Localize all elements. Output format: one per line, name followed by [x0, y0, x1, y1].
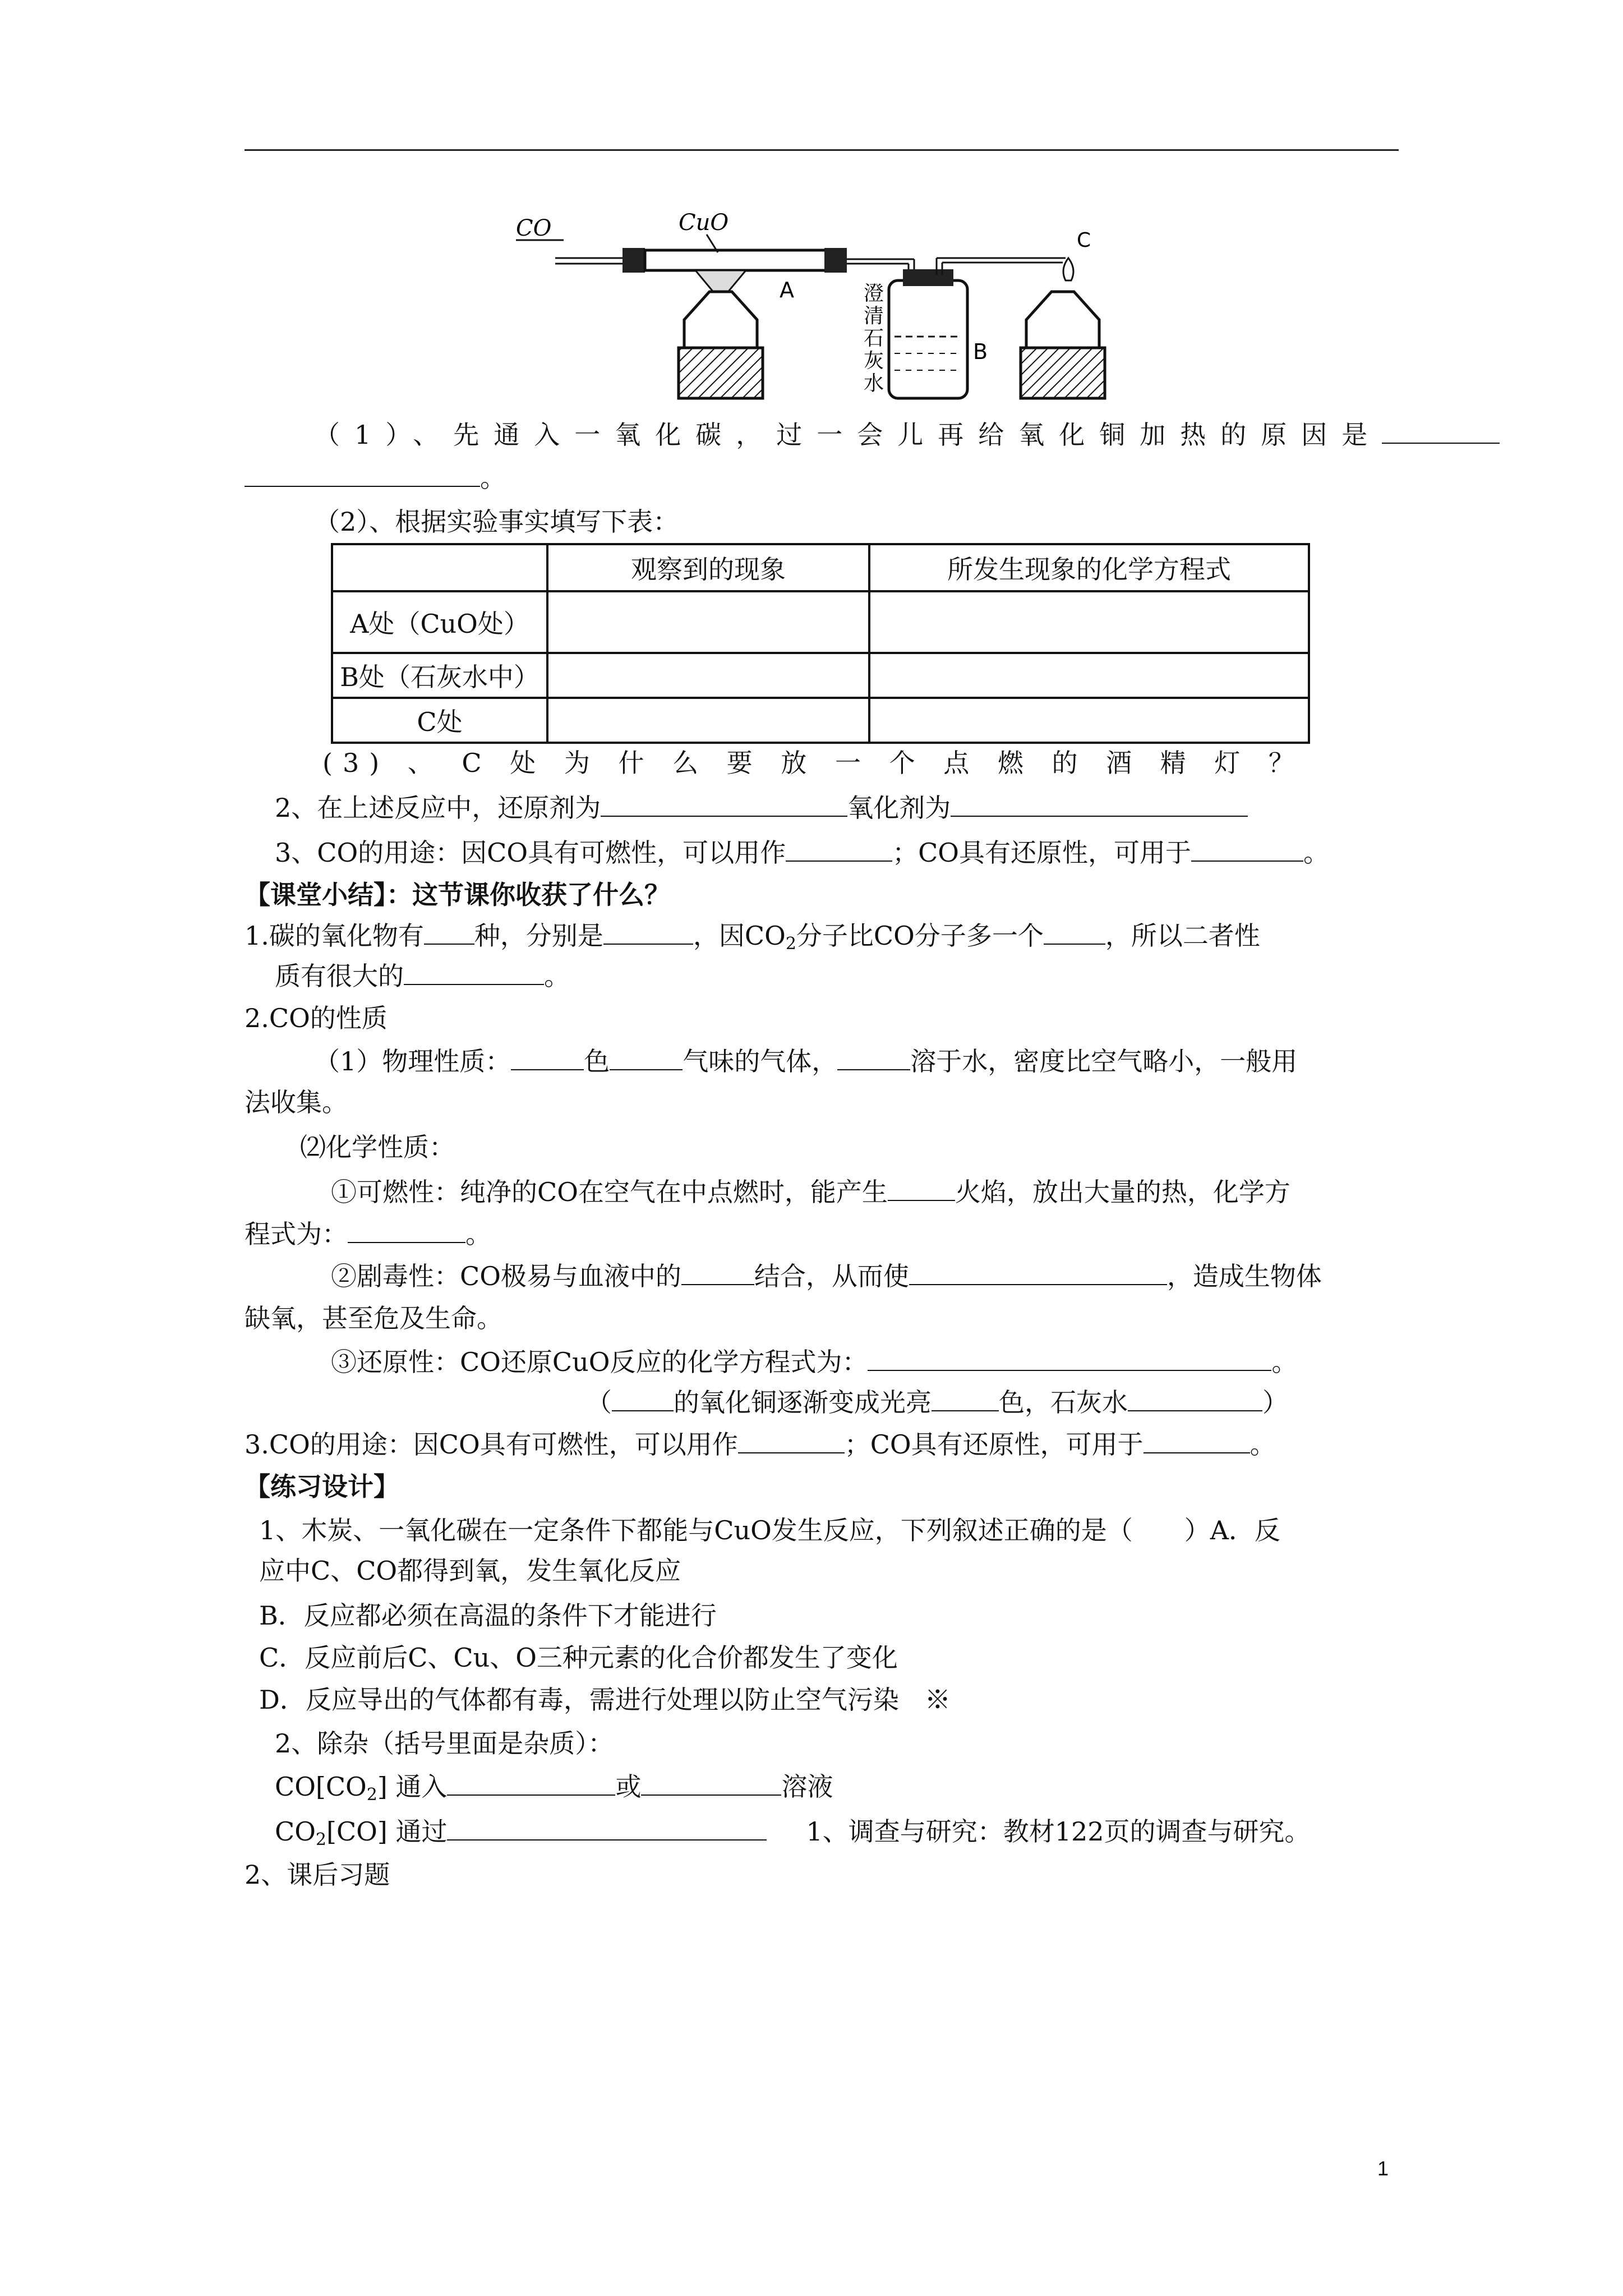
chemical-properties-heading: ⑵化学性质： — [300, 1132, 455, 1162]
reduction-equation-blank[interactable] — [868, 1347, 1271, 1371]
oxide-count-blank[interactable] — [424, 921, 474, 945]
summary-p1: 1.碳的氧化物有 种，分别是 ，因$CO_2$分子比CO分子多一个 ，所以二者性 — [245, 921, 1260, 954]
impurity-row-1: $CO[CO_2]$ 通入 或 溶液 — [275, 1772, 833, 1805]
odor-blank[interactable] — [610, 1047, 683, 1070]
toxicity-effect-blank[interactable] — [909, 1262, 1167, 1285]
limewater-char-5: 水 — [864, 372, 884, 395]
row-label-b: B处（石灰水中） — [332, 653, 547, 698]
co-uses-line-2: 3.CO的用途：因CO具有可燃性，可以用作 ；CO具有还原性，可用于 。 — [245, 1429, 1276, 1460]
use-reduction-blank-1[interactable] — [1191, 838, 1303, 862]
practice-heading: 【练习设计】 — [245, 1471, 399, 1502]
cuo-label: CuO — [679, 210, 729, 236]
extra-atom-blank[interactable] — [1044, 921, 1105, 945]
table-row — [332, 591, 1309, 653]
oxide-names-blank[interactable] — [603, 921, 693, 945]
cell-a-phenomenon[interactable] — [547, 591, 869, 653]
cell-c-phenomenon[interactable] — [547, 698, 869, 743]
physical-properties-line2: 法收集。 — [245, 1087, 348, 1117]
b-label: B — [973, 339, 988, 364]
combustibility: ①可燃性：纯净的CO在空气在中点燃时，能产生 火焰，放出大量的热，化学方 — [331, 1177, 1290, 1207]
limewater-char-2: 清 — [864, 305, 884, 328]
limewater-char-4: 灰 — [864, 349, 884, 372]
q1-text: （1）、先通入一氧化碳，过一会儿再给氧化铜加热的原因是 — [314, 418, 1500, 452]
use-reduction-blank-2[interactable] — [1144, 1430, 1250, 1453]
reagent-blank-2[interactable] — [641, 1772, 781, 1796]
impurity-row-2: $CO_2[CO]$ 通过 1、调查与研究：教材122页的调查与研究。 — [275, 1816, 1311, 1849]
difference-blank[interactable] — [404, 961, 544, 985]
co-label: CO — [516, 215, 552, 241]
combustion-equation-blank[interactable] — [348, 1220, 465, 1243]
reducibility: ③还原性：CO还原CuO反应的化学方程式为： 。 — [331, 1347, 1298, 1377]
header-rule — [245, 149, 1399, 151]
co-uses-line-1: 3、CO的用途：因CO具有可燃性，可以用作 ；CO具有还原性，可用于 。 — [275, 838, 1330, 868]
cell-c-equation[interactable] — [869, 698, 1309, 743]
practice-q1-line2: 应中C、CO都得到氧，发生氧化反应 — [259, 1556, 681, 1586]
cell-b-equation[interactable] — [869, 653, 1309, 698]
blood-component-blank[interactable] — [681, 1262, 754, 1285]
practice-q1: 1、木炭、一氧化碳在一定条件下都能与CuO发生反应，下列叙述正确的是（ ）A．反 — [259, 1515, 1281, 1545]
table-row — [332, 653, 1309, 698]
option-b[interactable]: B．反应都必须在高温的条件下才能进行 — [259, 1600, 717, 1631]
cell-a-equation[interactable] — [869, 591, 1309, 653]
table-header-empty — [332, 544, 547, 591]
reagent-blank-1[interactable] — [447, 1772, 615, 1796]
oxidant-blank[interactable] — [951, 793, 1248, 817]
homework-line: 2、课后习题 — [245, 1860, 390, 1890]
cell-b-phenomenon[interactable] — [547, 653, 869, 698]
table-header-phenomenon: 观察到的现象 — [547, 544, 869, 591]
toxicity-line2: 缺氧，甚至危及生命。 — [245, 1303, 502, 1333]
table-header-equation: 所发生现象的化学方程式 — [869, 544, 1309, 591]
option-c[interactable]: C．反应前后C、Cu、O三种元素的化合价都发生了变化 — [259, 1642, 898, 1673]
use-fuel-blank-1[interactable] — [786, 838, 892, 862]
option-d[interactable]: D．反应导出的气体都有毒，需进行处理以防止空气污染 ※ — [259, 1685, 951, 1715]
oxide-color-blank[interactable] — [612, 1388, 674, 1411]
row-label-a: A处（CuO处） — [332, 591, 547, 653]
limewater-char-1: 澄 — [864, 282, 884, 305]
flame-color-blank[interactable] — [888, 1177, 955, 1201]
q1-blank-1[interactable] — [1382, 420, 1500, 444]
limewater-change-blank[interactable] — [1128, 1388, 1262, 1411]
table-row — [332, 698, 1309, 743]
q1-line2: 。 — [245, 461, 506, 495]
q3-text: (3) 、 C 处 为 什 么 要 放 一 个 点 燃 的 酒 精 灯 ？ — [322, 748, 1304, 778]
solubility-blank[interactable] — [837, 1047, 910, 1070]
summary-p1-line2: 质有很大的 。 — [275, 961, 570, 991]
row-label-c: C处 — [332, 698, 547, 743]
apparatus-diagram — [510, 208, 1150, 404]
copper-color-blank[interactable] — [932, 1388, 999, 1411]
reagent-blank-3[interactable] — [447, 1817, 767, 1841]
observation-table — [331, 543, 1310, 744]
reducibility-observation: （ 的氧化铜逐渐变成光亮 色，石灰水 ） — [586, 1387, 1288, 1418]
summary-heading: 【课堂小结】：这节课你收获了什么？ — [245, 880, 670, 910]
c-label: C — [1077, 229, 1091, 252]
combustibility-line2: 程式为： 。 — [245, 1219, 491, 1249]
color-blank[interactable] — [511, 1047, 584, 1070]
q1-blank-2[interactable] — [245, 463, 480, 487]
reductant-oxidant-line: 2、在上述反应中，还原剂为 氧化剂为 — [275, 791, 1248, 825]
a-label: A — [780, 278, 794, 302]
co-properties-heading: 2.CO的性质 — [245, 1003, 388, 1033]
q2-text: （2）、根据实验事实填写下表： — [314, 507, 679, 537]
use-fuel-blank-2[interactable] — [738, 1430, 845, 1453]
reductant-blank[interactable] — [601, 793, 847, 817]
physical-properties: （1）物理性质： 色 气味的气体， 溶于水，密度比空气略小，一般用 — [314, 1046, 1298, 1076]
limewater-char-3: 石 — [864, 327, 884, 350]
toxicity: ②剧毒性：CO极易与血液中的 结合，从而使 ，造成生物体 — [331, 1261, 1322, 1291]
page-number: 1 — [1377, 2157, 1389, 2180]
practice-q2: 2、除杂（括号里面是杂质）： — [275, 1728, 614, 1759]
